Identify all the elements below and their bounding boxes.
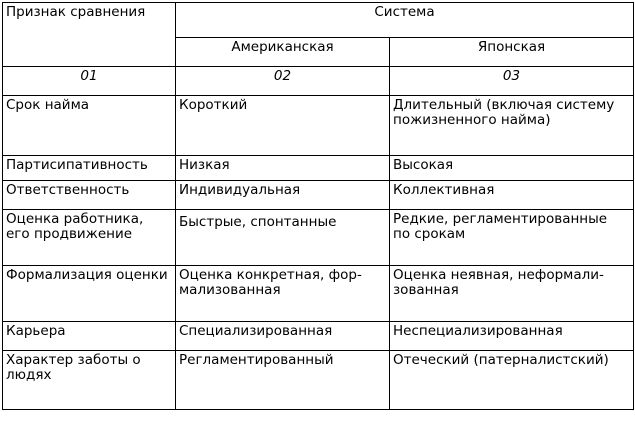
table-row xyxy=(3,351,634,410)
comparison-table xyxy=(2,2,634,410)
header-american xyxy=(176,38,390,67)
american-text: Оценка конкретная, фор- мализованная xyxy=(179,267,362,298)
criterion-text: Формализация оценки xyxy=(6,267,168,283)
japanese-text: Неспециализированная xyxy=(393,323,563,339)
header-american-label: Американская xyxy=(231,39,334,55)
number-cell-3 xyxy=(390,67,634,96)
japanese-cell xyxy=(390,351,634,410)
american-cell xyxy=(176,210,390,266)
american-text: Низкая xyxy=(179,157,230,173)
american-text: Регламентированный xyxy=(179,352,334,368)
japanese-cell xyxy=(390,266,634,322)
header-japanese xyxy=(390,38,634,67)
american-text: Индивидуальная xyxy=(179,182,301,198)
criterion-text: Характер заботы о людях xyxy=(6,352,141,383)
criterion-cell xyxy=(3,351,176,410)
criterion-text: Срок найма xyxy=(6,97,90,113)
table-row xyxy=(3,181,634,210)
criterion-text: Карьера xyxy=(6,323,66,339)
number-label: 03 xyxy=(502,68,521,84)
japanese-cell xyxy=(390,181,634,210)
number-cell-2 xyxy=(176,67,390,96)
japanese-text: Коллективная xyxy=(393,182,495,198)
japanese-text: Отеческий (патерналистский) xyxy=(393,352,609,368)
criterion-cell xyxy=(3,96,176,156)
american-text: Короткий xyxy=(179,97,248,113)
header-criterion xyxy=(3,3,176,67)
japanese-text: Редкие, регламентированные по срокам xyxy=(393,211,608,242)
criterion-cell xyxy=(3,210,176,266)
japanese-cell xyxy=(390,96,634,156)
japanese-text: Длительный (включая систему пожизненного найма) xyxy=(393,97,615,128)
american-cell xyxy=(176,96,390,156)
criterion-text: Партисипативность xyxy=(6,157,148,173)
american-cell xyxy=(176,181,390,210)
criterion-cell xyxy=(3,156,176,181)
criterion-text: Оценка работника, его продвижение xyxy=(6,211,144,242)
japanese-cell xyxy=(390,156,634,181)
number-label: 01 xyxy=(80,68,98,84)
criterion-cell xyxy=(3,266,176,322)
table-row xyxy=(3,96,634,156)
number-row xyxy=(3,67,634,96)
japanese-text: Высокая xyxy=(393,157,454,173)
header-row-top xyxy=(3,3,634,38)
american-cell xyxy=(176,266,390,322)
japanese-text: Оценка неявная, неформали- зованная xyxy=(393,267,604,298)
number-label: 02 xyxy=(273,68,292,84)
american-cell xyxy=(176,351,390,410)
header-japanese-label: Японская xyxy=(477,39,546,55)
japanese-cell xyxy=(390,210,634,266)
table-row xyxy=(3,156,634,181)
american-text: Быстрые, спонтанные xyxy=(179,214,337,230)
table-row xyxy=(3,266,634,322)
header-system xyxy=(176,3,634,38)
american-cell xyxy=(176,156,390,181)
table-row xyxy=(3,210,634,266)
number-cell-1 xyxy=(3,67,176,96)
american-cell xyxy=(176,322,390,351)
table-row xyxy=(3,322,634,351)
criterion-cell xyxy=(3,181,176,210)
criterion-text: Ответственность xyxy=(6,182,130,198)
japanese-cell xyxy=(390,322,634,351)
criterion-cell xyxy=(3,322,176,351)
american-text: Специализированная xyxy=(179,323,333,339)
header-criterion-label: Признак сравнения xyxy=(6,4,146,20)
header-system-label: Система xyxy=(374,4,435,20)
